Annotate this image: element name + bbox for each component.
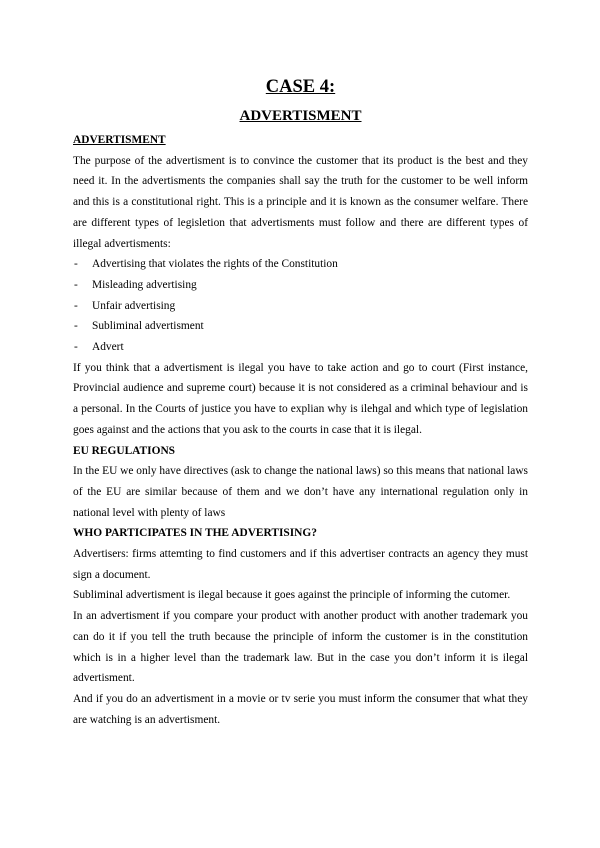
list-dash: - [74, 299, 78, 312]
list-item [73, 296, 528, 317]
section-heading-advertisment: ADVERTISMENT [73, 134, 166, 146]
paragraph-advertisers: Advertisers: firms attemting to find customers and if this advertiser contracts an agency they must sign a document. [73, 548, 528, 581]
list-item-text: Unfair advertising [92, 299, 176, 312]
list-dash: - [74, 258, 78, 271]
paragraph-court-action: If you think that a advertisment is ilegal you have to take action and go to court (First instance, Provincial audience and supreme court) because it is not considered as a criminal behaviour and is a personal. In the Courts of justice you have to explian why is ilehgal and which type of legislation goes against and the actions that you ask to the courts in case that it is ilegal. [73, 361, 528, 436]
paragraph-subliminal: Subliminal advertisment is ilegal because it goes against the principle of informing the cutomer. [73, 589, 511, 602]
list-item-text: Advertising that violates the rights of the Constitution [92, 258, 338, 271]
document-subtitle: ADVERTISMENT [239, 108, 362, 124]
document-content [73, 76, 528, 730]
paragraph-eu-directives: In the EU we only have directives (ask to change the national laws) so this means that national laws of the EU are similar because of them and we don’t have any international regulation only in national level with plenty of laws [73, 465, 528, 519]
paragraph-movie-tv: And if you do an advertisment in a movie or tv serie you must inform the consumer that what they are watching is an advertisment. [73, 692, 528, 726]
list-item-text: Misleading advertising [92, 278, 197, 291]
list-dash: - [74, 341, 78, 354]
list-item-text: Advert [92, 341, 124, 354]
list-item [73, 337, 528, 358]
list-item [73, 316, 528, 337]
list-item [73, 275, 528, 296]
list-dash: - [74, 320, 78, 333]
list-item [73, 254, 528, 275]
paragraph-purpose: The purpose of the advertisment is to convince the customer that its product is the best and they need it. In the advertisments the companies shall say the truth for the customer to be well inform and this is a constitutional right. This is a principle and it is known as the consumer welfare. There are different types of legisletion that advertisments must follow and there are different types of illegal advertisments: [73, 154, 528, 250]
document-title: CASE 4: [265, 77, 336, 97]
paragraph-comparison: In an advertisment if you compare your product with another product with another trademark you can do it if you tell the truth because the principle of inform the customer is in the constitution which is in a higher level than the trademark law. But in the case you don’t inform it is ilegal advertisment. [73, 610, 528, 685]
list-item-text: Subliminal advertisment [92, 320, 204, 333]
section-heading-participants: WHO PARTICIPATES IN THE ADVERTISING? [73, 527, 317, 540]
illegal-advertisment-list [73, 254, 528, 358]
section-heading-eu-regulations: EU REGULATIONS [73, 444, 176, 457]
list-dash: - [74, 278, 78, 291]
